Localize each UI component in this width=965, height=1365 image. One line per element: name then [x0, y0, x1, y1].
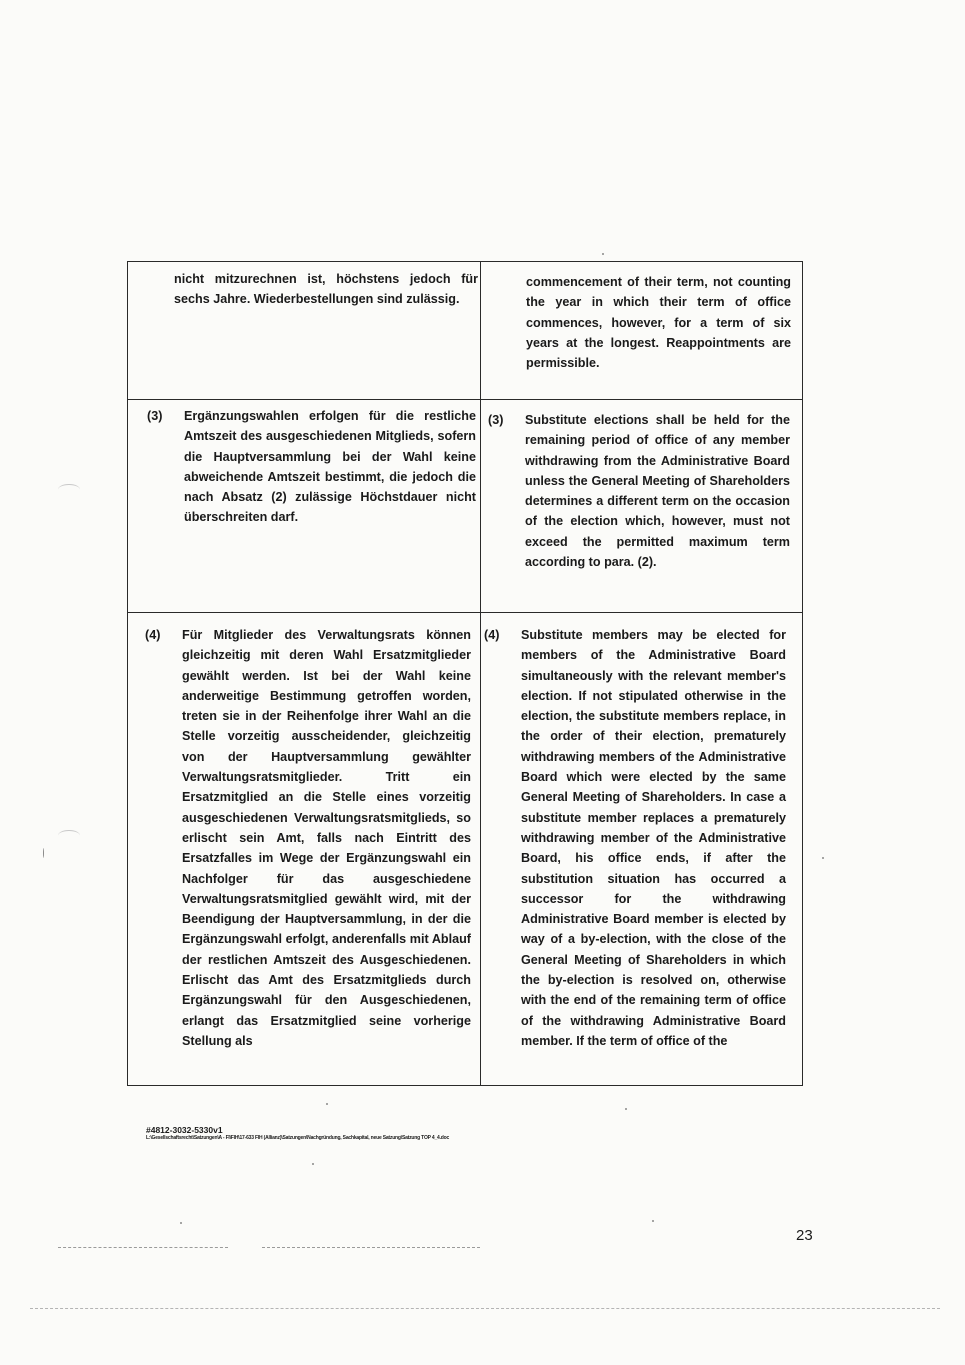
row-2-german-text: Ergänzungswahlen erfolgen für die restliche Amtszeit des ausgeschiedenen Mitglieds, sofern die Hauptversammlung bei der Wahl keine abweichende Amtszeit bestimmt, die jedoch die nach Absatz (2) zulässige Höchstdauer nicht überschreiten darf.: [184, 409, 476, 525]
column-divider: [480, 262, 481, 1085]
page-number: 23: [796, 1227, 813, 1244]
scan-artifact: [58, 1247, 228, 1248]
bilingual-articles-table: [127, 261, 803, 1086]
scan-artifact: [326, 1103, 328, 1105]
row-divider: [128, 612, 802, 613]
scan-artifact: [822, 857, 824, 859]
row-3-german-text: Für Mitglieder des Verwaltungsrats können gleichzeitig mit deren Wahl Ersatzmitglieder gewählt werden. Ist bei der Wahl keine anderweitige Bestimmung getroffen worden, treten sie in der Reihenfolge ihrer Wahl an die Stelle vorzeitig ausscheidender, gleichzeitig von der Hauptversammlung gewählter Verwaltungsratsmitglieder. Tritt ein Ersatzmitglied an die Stelle eines vorzeitig ausgeschiedenen Verwaltungsratsmitglieds, so erlischt sein Amt, falls nach Eintritt des Ersatzfalles im Wege der Ergänzungswahl ein Nachfolger für das ausgeschiedene Verwaltungsratsmitglied gewählt wird, mit der Beendigung der Hauptversammlung, in der die Ergänzungswahl erfolgt, anderenfalls mit Ablauf der restlichen Amtszeit des Ausgeschiedenen. Erlischt das Amt des Ersatzmitglieds durch Ergänzungswahl für den Ausgeschiedenen, erlangt das Ersatzmitglied seine vorherige Stellung als: [182, 628, 471, 1048]
scan-artifact: [30, 1308, 940, 1309]
row-2-english-text: Substitute elections shall be held for the remaining period of office of any member withdrawing from the Administrative Board unless the General Meeting of Shareholders determines a different term on the occasion of the election which, however, must not exceed the permitted maximum term according to para. (2).: [525, 413, 790, 570]
scan-artifact: [180, 1222, 182, 1224]
row-3-english-number: (4): [484, 628, 500, 642]
scan-artifact: [58, 484, 80, 495]
scan-artifact: [43, 848, 44, 858]
row-1-german-text: nicht mitzurechnen ist, höchstens jedoch für sechs Jahre. Wiederbestellungen sind zulässig.: [174, 272, 478, 307]
file-path: L:\Gesellschaftsrecht\Satzungen\A - FI\FIH\17-633 FIH (Allianz)\Satzungen\Nachgründung, Sachkapital, neue Satzung\Satzung TOP 4_4.doc: [146, 1135, 450, 1141]
row-3-german-number: (4): [145, 628, 161, 642]
scan-artifact: [262, 1247, 480, 1248]
row-2-english-number: (3): [488, 413, 504, 427]
scan-artifact: [602, 253, 604, 255]
document-reference: #4812-3032-5330v1: [146, 1125, 223, 1135]
scan-artifact: [312, 1163, 314, 1165]
row-1-english-text: commencement of their term, not counting the year in which their term of office commences, however, for a term of six years at the longest. Reappointments are permissible.: [526, 275, 791, 371]
scan-artifact: [625, 1108, 627, 1110]
row-2-german-number: (3): [147, 409, 163, 423]
scan-artifact: [652, 1220, 654, 1222]
scan-artifact: [58, 830, 80, 841]
row-divider: [128, 399, 802, 400]
row-3-english-text: Substitute members may be elected for members of the Administrative Board simultaneously with the relevant member's election. If not stipulated otherwise in the election, the substitute members replace, in the order of their election, prematurely withdrawing members of the Administrative Board which were elected by the same General Meeting of Shareholders. In case a substitute member replaces a prematurely withdrawing member of the Administrative Board, his office ends, if after the substitution situation has occurred a successor for the withdrawing Administrative Board member is elected by way of a by-election, with the close of the General Meeting of Shareholders in which the by-election is resolved on, otherwise with the end of the remaining term of office of the withdrawing Administrative Board member. If the term of office of the: [521, 628, 786, 1048]
